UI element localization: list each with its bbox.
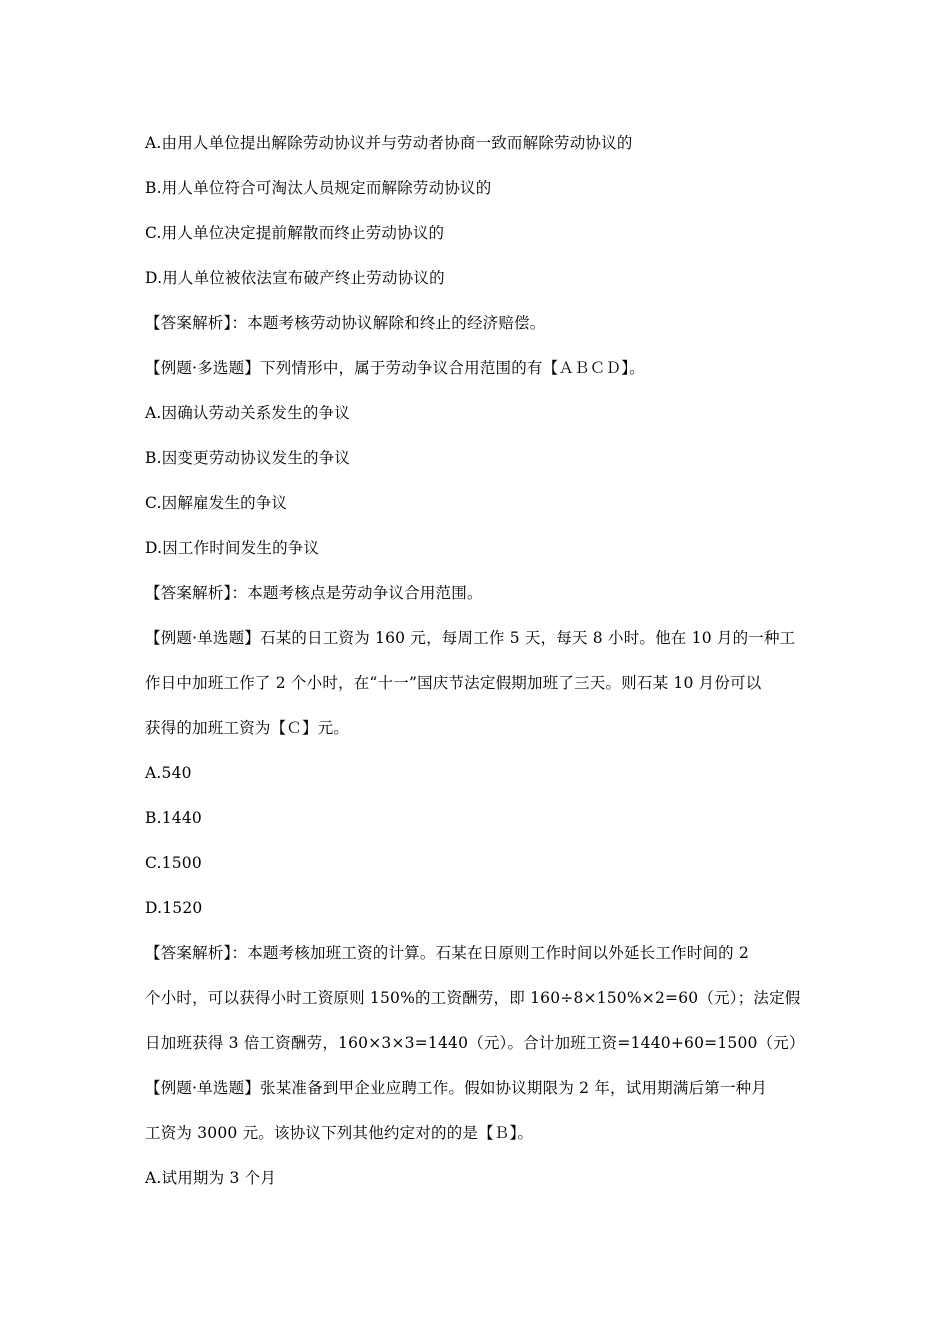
answer-explanation: 【答案解析】：本题考核加班工资的计算。石某在日原则工作时间以外延长工作时间的 2: [145, 944, 750, 962]
option-d-line: D.用人单位被依法宣布破产终止劳动协议的: [145, 269, 445, 287]
option-c-line: C.1500: [145, 854, 202, 872]
option-d-line: D.1520: [145, 899, 203, 917]
question-heading: 【例题·单选题】张某准备到甲企业应聘工作。假如协议期限为 2 年，试用期满后第一种月: [145, 1079, 768, 1097]
option-a-line: A.试用期为 3 个月: [145, 1169, 277, 1187]
question-text-line: 获得的加班工资为【Ｃ】元。: [145, 719, 350, 737]
answer-explanation-line: 个小时，可以获得小时工资原则 150%的工资酬劳，即 160÷8×150%×2=60（元）；法定假: [145, 989, 801, 1007]
option-a-line: A.因确认劳动关系发生的争议: [145, 404, 350, 422]
option-c-line: C.因解雇发生的争议: [145, 494, 288, 512]
question-text-line: 作日中加班工作了 2 个小时，在“十一”国庆节法定假期加班了三天。则石某 10 月份可以: [145, 674, 762, 692]
option-a-line: A.540: [145, 764, 192, 782]
document-body: [145, 121, 815, 1201]
option-b-line: B.用人单位符合可淘汰人员规定而解除劳动协议的: [145, 179, 492, 197]
option-b-line: B.1440: [145, 809, 202, 827]
option-a-line: A.由用人单位提出解除劳动协议并与劳动者协商一致而解除劳动协议的: [145, 134, 633, 152]
answer-explanation-line: 日加班获得 3 倍工资酬劳，160×3×3=1440（元）。合计加班工资=1440+60=1500（元）: [145, 1034, 805, 1052]
option-c-line: C.用人单位决定提前解散而终止劳动协议的: [145, 224, 445, 242]
option-d-line: D.因工作时间发生的争议: [145, 539, 320, 557]
question-text-line: 工资为 3000 元。该协议下列其他约定对的的是【Ｂ】。: [145, 1124, 534, 1142]
question-heading: 【例题·多选题】下列情形中，属于劳动争议合用范围的有【ＡＢＣＤ】。: [145, 359, 645, 377]
answer-explanation: 【答案解析】：本题考核劳动协议解除和终止的经济赔偿。: [145, 314, 546, 332]
answer-explanation: 【答案解析】：本题考核点是劳动争议合用范围。: [145, 584, 483, 602]
question-heading: 【例题·单选题】石某的日工资为 160 元，每周工作 5 天，每天 8 小时。他在 10 月的一种工: [145, 629, 796, 647]
option-b-line: B.因变更劳动协议发生的争议: [145, 449, 351, 467]
